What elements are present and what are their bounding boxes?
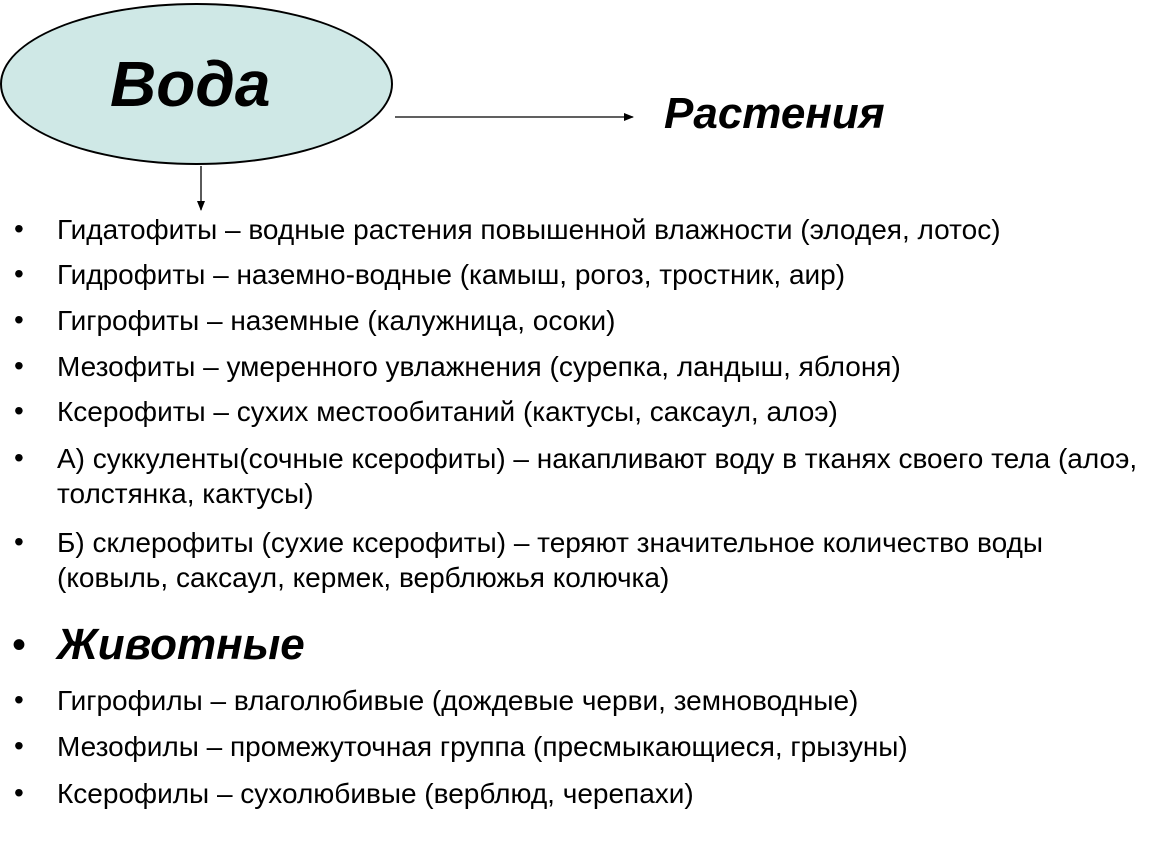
list-item-text: Ксерофиты – сухих местообитаний (кактусы, саксаул, алоэ) [57,396,838,427]
animals-heading: Животные [57,620,305,669]
list-item-text: Гигрофиты – наземные (калужница, осоки) [57,305,616,336]
list-item-text: Ксерофилы – сухолюбивые (верблюд, черепахи) [57,778,694,809]
bullet-icon: • [14,684,24,715]
list-item-text: Гидрофиты – наземно-водные (камыш, рогоз, тростник, аир) [57,259,846,290]
list-item-text: Мезофилы – промежуточная группа (пресмыкающиеся, грызуны) [57,731,908,762]
bullet-icon: • [14,350,24,381]
bullet-icon: • [14,442,24,473]
bullet-icon: • [14,258,24,289]
ellipse-title: Вода [110,48,271,120]
bullet-icon: • [14,777,24,808]
bullet-icon: • [14,213,24,244]
list-item-text: Гигрофилы – влаголюбивые (дождевые черви, земноводные) [57,685,859,716]
list-item-text: Гидатофиты – водные растения повышенной влажности (элодея, лотос) [57,214,1001,245]
list-item-text: Мезофиты – умеренного увлажнения (сурепка, ландыш, яблоня) [57,351,901,382]
bullet-icon: • [12,623,27,667]
list-item-text: Б) склерофиты (сухие ксерофиты) – теряют значительное количество воды (ковыль, саксаул, кермек, верблюжья колючка) [57,527,1044,593]
bullet-icon: • [14,395,24,426]
bullet-icon: • [14,730,24,761]
list-item-text: А) суккуленты(сочные ксерофиты) – накапливают воду в тканях своего тела (алоэ, толстянка, кактусы) [57,443,1138,509]
bullet-icon: • [14,526,24,557]
plants-heading: Растения [664,89,885,138]
bullet-icon: • [14,304,24,335]
